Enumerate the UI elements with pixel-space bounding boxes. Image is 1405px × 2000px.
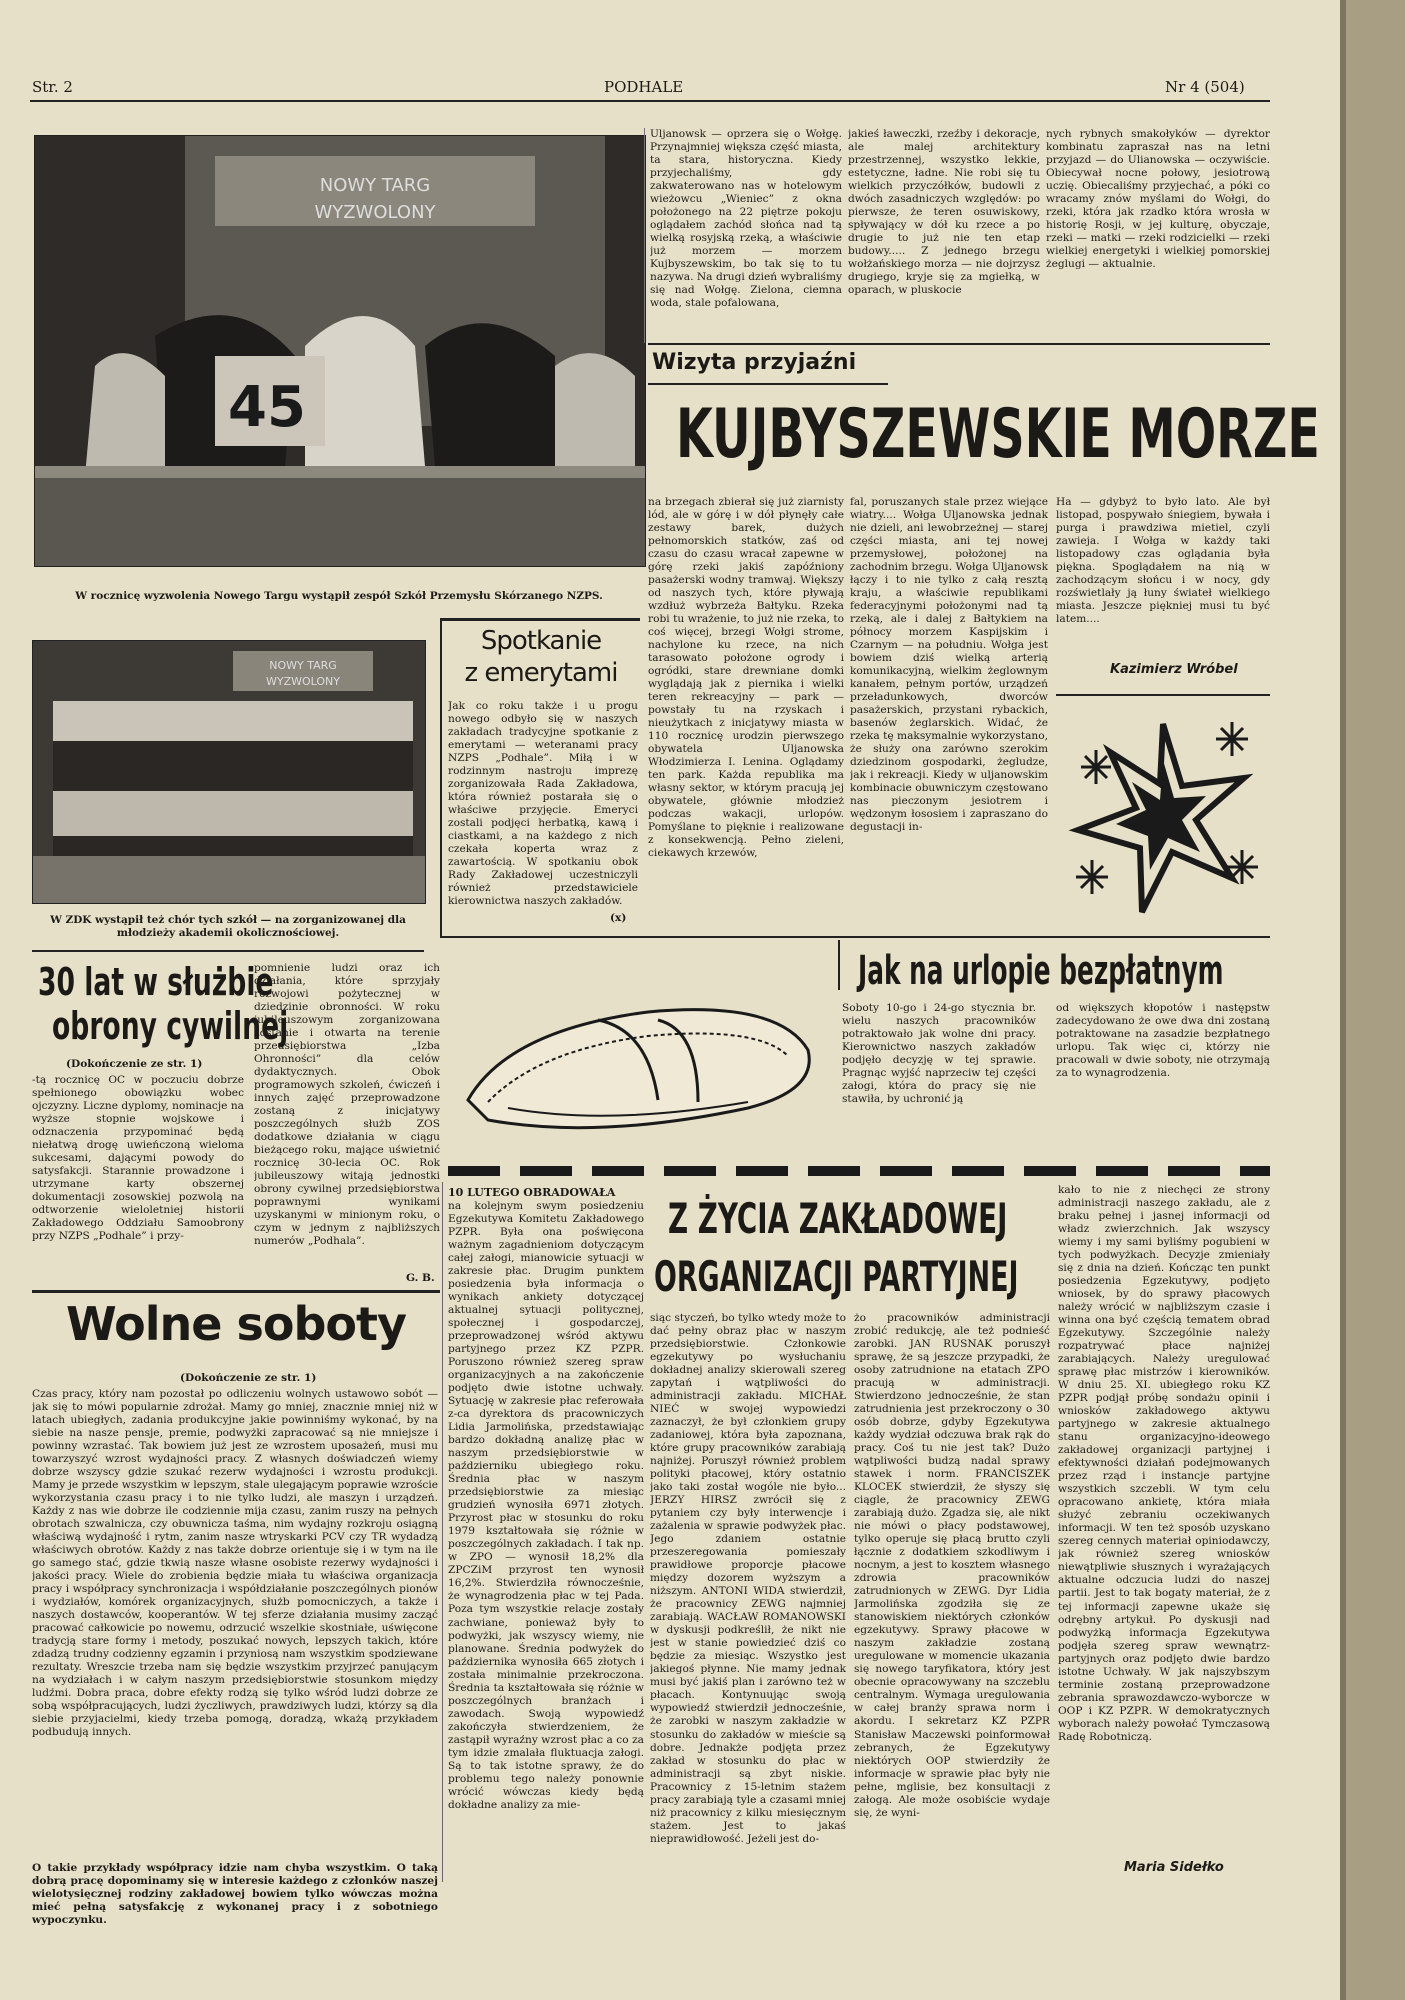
photo-number: 45 (228, 375, 306, 440)
wizyta-column-1: na brzegach zbierał się już ziarnisty lód, ale w górę i w dół płynęły całe zestawy barek, dużych pełnomorskich statków, zaś od czasu do czasu wracał zapewne w górę rzeki jakiś zapóźniony pasażerski wodny tramwaj. Większy od naszych tych, które pływają wzdłuż wybrzeża Bałtyku. Rzeka robi tu wrażenie, to już nie rzeka, to coś więcej, brzegi Wołgi strome, nachylone ku rzece, na nich tarasowato położone ogrody i ogródki, stare drewniane domki wyglądają jak z piernika i wielki teren rekreacyjny — park — powstały tu na rzyskach i nieużytkach z inicjatywy miasta w 110 rocznicę urodzin pierwszego obywatela Uljanowska Włodzimierza I. Lenina. Oglądamy ten park. Każda republika ma własny sektor, w którym pracują jej obywatele, głównie młodzież podczas wakacji, urlopów. Pomyślane to pięknie i realizowane z konsekwencją. Pełno zieleni, ciekawych krzewów, (648, 496, 844, 860)
photo2-caption: W ZDK wystąpił też chór tych szkół — na zorganizowanej dla młodzieży akademii okolicznościowej. (50, 914, 406, 940)
wolne-cont: (Dokończenie ze str. 1) (180, 1372, 317, 1384)
zycie-kicker: 10 LUTEGO OBRADOWAŁA (448, 1186, 616, 1199)
zycie-left-column: na kolejnym swym posiedzeniu Egzekutywa Komitetu Zakładowego PZPR. Była ona poświęcona ważnym zagadnieniom dotyczącym całej załogi, mianowicie sytuacji w zakresie płac. Drugim punktem posiedzenia była informacja o wynikach ankiety dotyczącej aktualnej sytuacji politycznej, społecznej i gospodarczej, przeprowadzonej wśród aktywu partyjnego przez KZ PZPR. Poruszono również szereg spraw organizacyjnych a na zakończenie podjęto dwie istotne uchwały. Sytuację w zakresie płac referowała z-ca dyrektora ds pracowniczych Lidia Jarmolińska, przedstawiając bardzo dokładną analizę płac w naszym przedsiębiorstwie w październiku ubiegłego roku. Średnia płac w naszym przedsiębiorstwie za miesiąc grudzień wynosiła 6971 złotych. Przyrost płac w stosunku do roku 1979 kształtowała się różnie w poszczególnych zakładach. I tak np. w ZPO — wynosił 18,2% dla ZPCZiM przyrost ten wynosił 16,2%. Stwierdziła równocześnie, że wynagrodzenia płac w tej Pada. Poza tym wszystkie relacje zostały zachwiane, ponieważ były to podwyżki, jak wszyscy wiemy, nie planowane. Średnia podwyżek do października wynosiła 665 złotych i została minimalnie przekroczona. Średnia ta kształtowała się różnie w poszczególnych branżach i zawodach. Swoją wypowiedź zakończyła stwierdzeniem, że zastąpił wyraźny wzrost płac a co za tym idzie zmalała fluktuacja załogi. Są to tak istotne sprawy, że do problemu tego należy ponownie wrócić wówczas kiedy będą dokładne analizy za mie- (448, 1200, 644, 1811)
dance-scene-image (35, 136, 645, 566)
separator-dash (736, 1166, 788, 1176)
wizyta-column-2: fal, poruszanych stale przez wiejące wiatry.... Wołga Uljanowska jednak nie dzieli, ani lewobrzeżnej — starej części miasta, ani tej nowej przemysłowej, położonej na zachodnim brzegu. Wołga Uljanowsk łączy i to nie tylko z całą resztą kraju, a właściwie republikami federacyjnymi położonymi nad tą rzeką, ale i dalej z Bałtykiem na północy morzem Kaspijskim i Czarnym — na południu. Wołga jest bowiem dziś wielką arterią komunikacyjną, wielkim żeglownym kanałem, pełnym portów, urządzeń przeładunkowych, dworców pasażerskich, przystani rybackich, basenów żeglarskich. Widać, że rzeka tę maksymalnie wykorzystano, że służy ona zarówno szerokim dziedzinom gospodarki, żegludze, jak i rekreacji. Kiedy w uljanowskim kombinacie obuwniczym częstowano nas pieczonym jesiotrem i wędzonym łososiem i zapraszano do degustacji in- (850, 496, 1048, 834)
spotkanie-headline-1: Spotkanie (480, 626, 602, 656)
trzydziesci-headline-2-box (52, 1004, 289, 1048)
wolne-headline: Wolne soboty (66, 1297, 406, 1351)
photo1-caption: W rocznicę wyzwolenia Nowego Targu wystąpił zespół Szkół Przemysłu Skórzanego NZPS. (75, 590, 603, 602)
banner-text-2: WYZWOLONY (314, 202, 436, 223)
urlop-headline-box (858, 946, 1288, 996)
separator-dash (1240, 1166, 1270, 1176)
wizyta-kicker: Wizyta przyjaźni (652, 350, 857, 375)
trzydziesci-headline-1: 30 lat w służbie (38, 960, 274, 1004)
separator-dash (448, 1166, 500, 1176)
urlop-headline: Jak na urlopie bezpłatnym (858, 948, 1224, 994)
top-column-2: jakieś ławeczki, rzeźby i dekoracje, ale malej architektury przestrzennej, wszystko lekkie, estetyczne, ładne. Nie robi się tu wielkich przyczółków, budowli z dwóch zasadniczych względów: po pierwsze, że teren osuwiskowy, spływający w dół ku rzece a po drugie to już nie ten etap budowy..... Z jednego brzegu wołżańskiego morza — nie dojrzysz drugiego, kryje się za mgiełką, w oparach, w pluskocie (848, 128, 1040, 297)
spotkanie-headline-2: z emerytami (464, 658, 618, 688)
zycie-author: Maria Sidełko (1124, 1860, 1224, 1875)
snowflake-icon (1216, 722, 1248, 756)
wizyta-kicker-rule (648, 383, 888, 385)
wizyta-column-3: Ha — gdybyż to było lato. Ale był listopad, pospywało śniegiem, bywała i purga i prawdziwa mietiel, czyli zawieja. I Wołga w każdy taki listopadowy czas oglądania była piękna. Spoglądałem na nią w zachodzącym słońcu i w nocy, gdy rozświetlały ją łuny świateł wielkiego miasta. Jeszcze piękniej musi tu być latem.... (1056, 496, 1270, 626)
photo-choir (32, 640, 426, 904)
choir-scene-image (33, 641, 425, 903)
spotkanie-text: Jak co roku także i u progu nowego odbyło się w naszych zakładach tradycyjne spotkanie z emerytami — weteranami pracy NZPS „Podhale”. Miłą i w rodzinnym nastroju imprezę zorganizowała Rada Zakładowa, która również postarała się o właściwe przyjęcie. Emeryci zostali podjęci herbatką, kawą i ciastkami, a na każdego z nich czekała koperta wraz z zawartością. W spotkaniu obok Rady Zakładowej uczestniczyli również przedstawiciele kierownictwa naszych zakładów. (448, 700, 638, 908)
newspaper-title: PODHALE (604, 78, 684, 96)
banner-text-1: NOWY TARG (319, 175, 431, 196)
separator-dash (1096, 1166, 1148, 1176)
separator-dash (880, 1166, 932, 1176)
spotkanie-top-rule (440, 618, 640, 621)
zycie-column-2: siąc styczeń, bo tylko wtedy może to dać pełny obraz płac w naszym przedsiębiorstwie. Członkowie egzekutywy po wysłuchaniu dokładnej analizy skierowali szereg zapytań i wątpliwości do administracji zakładu. MICHAŁ NIEĆ w swojej wypowiedzi zaznaczył, że był członkiem grupy zadaniowej, która była zapoznana, które grupy pracowników zarabiają najniżej. Poruszył również problem polityki płacowej, który ostatnio jako taki został wogóle nie było... JERZY HIRSZ zwrócił się z pytaniem czy były interwencje i zażalenia w sprawie podwyżek płac. Jego zdaniem ostatnie przeszeregowania pomieszały prawidłowe proporcje płacowe między dozorem wyższym a niższym. ANTONI WIDA stwierdził, że pracownicy ZEWG najmniej zarabiają. WACŁAW ROMANOWSKI w dyskusji podkreślił, że nikt nie jest w stanie powiedzieć dziś co będzie za miesiąc. Wszystko jest jakiegoś płynne. Nie mamy jednak musi być jakiś plan i zarówno też w płacach. Kontynuując swoją wypowiedź stwierdził jednocześnie, że zarobki w naszym zakładzie w stosunku do zakładów w mieście są dobre. Jednakże podjęta przez zakład w stosunku do płac w administracji są zbyt niskie. Pracownicy z 15-letnim stażem pracy zarabiają tyle a czasami mniej niż pracownicy z kilku miesięcznym stażem. Jest to jakaś nieprawidłowość. Jeżeli jest do- (650, 1312, 846, 1845)
trzydziesci-sign: G. B. (406, 1272, 435, 1284)
page-edge (1340, 0, 1405, 2000)
header-rule (30, 100, 1270, 102)
trzydziesci-cont: (Dokończenie ze str. 1) (66, 1058, 203, 1070)
spotkanie-bottom-rule (440, 936, 1270, 938)
trzydziesci-headline-2: obrony cywilnej (52, 1004, 289, 1048)
separator-dash (664, 1166, 716, 1176)
wizyta-headline (676, 395, 1320, 475)
urlop-column-2: od większych kłopotów i następstw zadecydowano że owe dwa dni zostaną potraktowane na zasadzie bezpłatnego urlopu. Tak więc ci, którzy nie pracowali w dwie soboty, nie otrzymają za to wynagrodzenia. (1056, 1002, 1270, 1080)
zycie-column-3: żo pracowników administracji zrobić redukcję, ale też podnieść zarobki. JAN RUSNAK poruszył sprawę, że są jeszcze przypadki, że osoby zatrudnione na etatach ZPO pracują w administracji. Stwierdzono jednocześnie, że stan zatrudnienia jest przekroczony o 30 osób dobrze, gdyby Egzekutywa każdy wydział odczuwa brak rąk do pracy. Coś tu nie jest tak? Dużo wątpliwości budzą nadal sprawy stawek i norm. FRANCISZEK KLOCEK stwierdził, że słyszy się ciągle, że pracownicy ZEWG zarabiają dużo. Zgadza się, ale nikt nie mówi o płacy podstawowej, tylko operuje się płacą brutto czyli łącznie z dodatkiem szkodliwym i nocnym, a jest to kosztem własnego zdrowia pracowników zatrudnionych w ZEWG. Dyr Lidia Jarmolińska zgodziła się ze stanowiskiem niektórych członków egzekutywy. Sprawy płacowe w naszym zakładzie zostaną uregulowane w momencie ukazania się nowego taryfikatora, który jest obecnie opracowywany na szczeblu centralnym. Wymaga uregulowania w całej branży sprawa norm i akordu. I sekretarz KZ PZPR Stanisław Maczewski poinformował zebranych, że Egzekutywy niektórych OOP stwierdziły że informacje w sprawie płac były nie pełne, mglisie, bez konsultacji z załogą. Ale może osobiście wydaje się, że wyni- (854, 1312, 1050, 1819)
zycie-headline-2: ORGANIZACJI PARTYJNEJ (654, 1252, 1019, 1301)
separator-dash (520, 1166, 572, 1176)
wizyta-author-rule (1056, 694, 1270, 696)
zycie-headline-1-box (668, 1194, 1028, 1244)
trzydziesci-headline-1-box (38, 960, 274, 1004)
separator-dash (952, 1166, 1004, 1176)
zycie-column-4: kało to nie z niechęci ze strony administracji naszego zakładu, ale z braku pełnej i jasnej informacji od władz zwierzchnich. Jak wszyscy wiemy i my sami byliśmy pogubieni w tych podwyżkach. Decyzje zmieniały się z dnia na dzień. Kończąc ten punkt posiedzenia Egzekutywy, podjęto wniosek, by do sprawy płacowych należy wrócić w najbliższym czasie i winna ona być częścią tematem obrad Egzekutywy. Szczególnie należy rozpatrywać płace najniżej zarabiających. Należy uregulować sprawę płac mistrzów i kierowników. W dniu 25. XI. ubiegłego roku KZ PZPR podjął próbę sondażu opinii i wniosków zakładowego aktywu partyjnego w zakresie aktualnego stanu organizacyjno-ideowego zakładowej organizacji partyjnej i efektywności działań podejmowanych przez rząd i instancje partyjne wszystkich szczebli. W tym celu opracowano ankietę, która miała służyć zebraniu oczekiwanych informacji. W ten też sposób uzyskano szereg cennych materiał opiniodawczy, jak również szereg wniosków niewątpliwie słusznych i wyrażających aktualne odczucia ludzi do naszej partii. Jest to tak bogaty materiał, że z tej informacji zapewne ukaże się odrębny artykuł. Po dyskusji nad podwyżką informacja Egzekutywa podjęła szereg spraw wewnątrz-partyjnych oraz podjęto dwie bardzo istotne Uchwały. W jak najszybszym terminie zostaną przeprowadzone zebrania sprawozdawczo-wyborcze w OOP i KZ PZPR. W demokratycznych wyborach należy powołać Tymczasową Radę Robotniczą. (1058, 1184, 1270, 1743)
separator-dash (1168, 1166, 1220, 1176)
urlop-column-1: Soboty 10-go i 24-go stycznia br. wielu naszych pracowników potraktowało jak wolne dni pracy. Kierownictwo naszych zakładów podjęło decyzję w tej sprawie. Pragnąc wyjść naprzeciw tej części załogi, która do pracy się nie stawiła, by uchronić ją (842, 1002, 1036, 1106)
separator-dash (592, 1166, 644, 1176)
trzydziesci-column-1: -tą rocznicę OC w poczuciu dobrze spełnionego obowiązku wobec ojczyzny. Liczne dyplomy, nominacje na wyższe stopnie wojskowe i odznaczenia przypominać będą niełatwą drogę uwieńczoną wieloma sukcesami, dającymi powody do satysfakcji. Starannie prowadzone i utrzymane karty obszernej dokumentacji zosowskiej pozwolą na odtworzenie wieloletniej historii Zakładowego Oddziału Samoobrony przy NZPS „Podhale” i przy- (32, 1074, 244, 1243)
trzydziesci-bottom-rule (32, 1290, 440, 1293)
snowflake-icon (1081, 750, 1111, 784)
page-number: Str. 2 (32, 78, 73, 96)
separator-dash (808, 1166, 860, 1176)
top-col-rule (644, 128, 645, 343)
wizyta-author: Kazimierz Wróbel (1110, 662, 1238, 677)
wolne-text: Czas pracy, który nam pozostał po odliczeniu wolnych ustawowo sobót — jak się to mówi popularnie zdrożał. Mamy go mniej, znacznie mniej niż w latach ubiegłych, zadania produkcyjne jakie powinniśmy wykonać, by na siebie na nasze pensje, premie, podwyżki zapracować są nie mniejsze i powinny wzrastać. Tak bowiem już jest ze wzrostem uposażeń, musi mu towarzyszyć wzrost wydajności pracy. Z własnych doświadczeń wiemy dobrze wszyscy gdzie szukać rezerw wydajności i wzrostu produkcji. Mamy je przede wszystkim w lepszym, stale ulegającym poprawie wzroście wykorzystania czasu pracy i to nie tylko ludzi, ale maszyn i urządzeń. Każdy z nas wie dobrze ile codziennie mija czasu, zanim ruszy na pełnych obrotach szwalnicza, czy obuwnicza taśma, nim wydajny rozkroju osiągną właściwą wydajność i rytm, zanim nasze wtryskarki PCV czy TR wydadzą właściwych obrotów. Każdy z nas także dobrze orientuje się i w tym na ile go samego stać, gdzie tkwią nasze własne osobiste rezerwy wydajności i jakości pracy. Wiele do zrobienia będzie miała tu właściwa organizacja pracy i współpracy synchronizacja i współdziałanie poszczególnych pionów i wydziałów, komórek organizacyjnych, służb pomocniczych, a także i naszych dostawców, kooperantów. W tej sferze działania musimy zacząć pracować całkowicie po nowemu, odrzucić wszelkie skostniałe, uświęcone tradycją stare formy i metody, poszukać nowych, lepszych takich, które zdadzą trudny codzienny egzamin i przyniosą nam wszystkim spodziewane rezultaty. Wreszcie trzeba nam się będzie wszystkim przyjrzeć panującym na wydziałach i w całym naszym przedsiębiorstwie stosunkom między ludźmi. Dobra praca, dobre efekty rodzą się tylko wśród ludzi dobrze ze sobą współpracujących, ludzi życzliwych, prawdziwych ludzi, którzy są dla siebie przyjacielmi, kiedy trzeba pomogą, doradzą, wkażą przykładem podbudują innych. (32, 1388, 438, 1739)
trzydziesci-column-2: pomnienie ludzi oraz ich działania, które sprzyjały rozwojowi pożytecznej w dziedzinie obronności. W roku jubileuszowym zorganizowana zostanie i otwarta na terenie przedsiębiorstwa „Izba Ohronności” dla celów dydaktycznych. Obok programowych szkoleń, ćwiczeń i innych zajęć przeprowadzone zostaną z inicjatywy poszczególnych służb ZOS dodatkowe działania w ciągu bieżącego roku, mające uświetnić rocznicę 30-lecia OC. Rok jubileuszowy witają jednostki obrony cywilnej przedsiębiorstwa poprawnymi wynikami uzyskanymi w minionym roku, o czym w jednym z najbliższych numerów „Podhala”. (254, 962, 440, 1248)
top-column-1: Uljanowsk — oprzera się o Wołgę. Przynajmniej większa część miasta, ta stara, historyczna. Kiedy przyjechaliśmy, gdy zakwaterowano nas w hotelowym wieżowcu „Wieniec” z okna położonego na 22 piętrze pokoju oglądałem zachód słońca nad tą wielką rosyjską rzeką, a właściwie już morzem — morzem Kujbyszewskim, bo tak się to tu nazywa. Na drugi dzień wybraliśmy się nad Wołgę. Zielona, ciemna woda, stale pofalowana, (650, 128, 842, 310)
top-column-3: nych rybnych smakołyków — dyrektor kombinatu zapraszał nas na letni przyjazd — do Ulianowska — oczywiście. Obiecywał nocne połowy, jesiotrową uczię. Obiecaliśmy przyjechać, a póki co wracamy znów myślami do Wołgi, do rzeki, która jak rzadko która wrosła w historię Rosji, w jej kulturę, obyczaje, rzeki — matki — rzeki rodzicielki — rzeki wielkiej energetyki i wielkiej pomorskiej żeglugi — aktualnie. (1046, 128, 1270, 271)
snowflake-icon (1076, 860, 1108, 894)
zycie-left-rule (442, 1182, 443, 1882)
issue-number: Nr 4 (504) (1165, 78, 1245, 96)
choir-banner-text-2: WYZWOLONY (265, 675, 341, 688)
slipper-illustration-image (448, 990, 828, 1140)
photo-folk-dance (34, 135, 646, 567)
wizyta-headline-text: KUJBYSZEWSKIE MORZE (676, 395, 1320, 474)
choir-banner-text-1: NOWY TARG (269, 659, 337, 672)
wolne-bold-ending: O takie przykłady współpracy idzie nam chyba wszystkim. O taką dobrą pracę dopominamy się w interesie każdego z członków naszej wielotysięcznej rodziny zakładowej bowiem tylko wówczas można mieć pełną satysfakcję z wykonanej pracy i z sobotniego wypoczynku. (32, 1862, 438, 1927)
zycie-headline-2-box (654, 1252, 1054, 1302)
zycie-headline-1: Z ŻYCIA ZAKŁADOWEJ (668, 1194, 1008, 1243)
star-ornament-image (1056, 712, 1270, 922)
photo2-rule (32, 950, 424, 952)
wizyta-top-rule (648, 343, 1270, 345)
spotkanie-sign: (x) (610, 912, 627, 924)
separator-dash (1024, 1166, 1076, 1176)
urlop-left-rule (838, 940, 840, 990)
